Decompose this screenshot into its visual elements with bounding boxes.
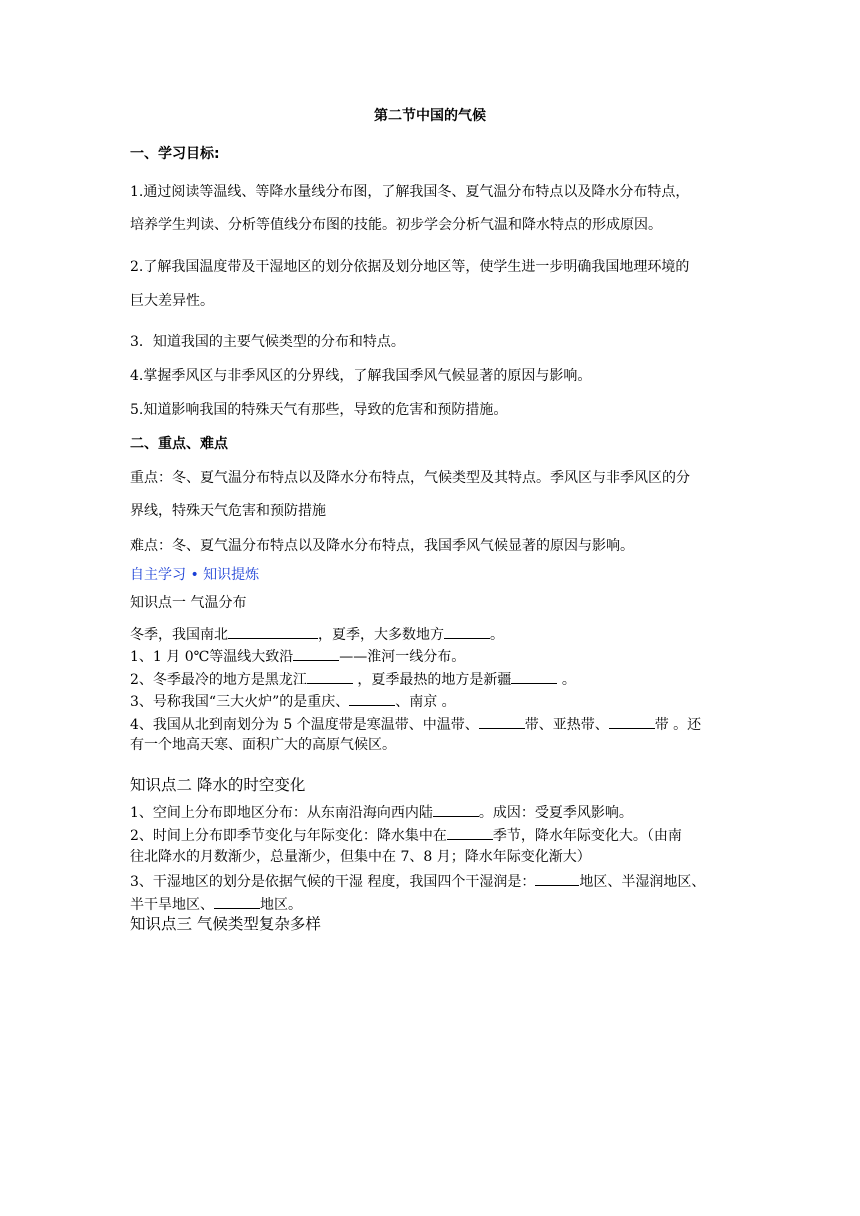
objective-line: 3．知道我国的主要气候类型的分布和特点。 bbox=[130, 334, 405, 350]
answer-blank[interactable] bbox=[349, 691, 395, 706]
objective-line: 4.掌握季风区与非季风区的分界线，了解我国季风气候显著的原因与影响。 bbox=[130, 368, 592, 384]
fill-line: 1、空间上分布即地区分布：从东南沿海向西内陆 。成因：受夏季风影响。 bbox=[130, 802, 633, 822]
fill-line: 1、1 月 0℃等温线大致沿 ——淮河一线分布。 bbox=[130, 646, 465, 666]
answer-blank[interactable] bbox=[214, 894, 260, 909]
answer-blank[interactable] bbox=[433, 802, 479, 817]
section-heading-objectives: 一、学习目标: bbox=[130, 146, 220, 162]
answer-blank[interactable] bbox=[293, 646, 339, 661]
key-points-line: 重点：冬、夏气温分布特点以及降水分布特点，气候类型及其特点。季风区与非季风区的分 bbox=[130, 470, 690, 486]
objective-line: 5.知道影响我国的特殊天气有那些，导致的危害和预防措施。 bbox=[130, 402, 508, 418]
document-title: 第二节中国的气候 bbox=[374, 108, 486, 124]
answer-blank[interactable] bbox=[444, 624, 490, 639]
self-study-heading: 自主学习 • 知识提炼 bbox=[130, 567, 260, 583]
answer-blank[interactable] bbox=[228, 624, 318, 639]
answer-blank[interactable] bbox=[511, 669, 557, 684]
objective-line: 培养学生判读、分析等值线分布图的技能。初步学会分析气温和降水特点的形成原因。 bbox=[130, 217, 662, 233]
difficult-points-line: 难点：冬、夏气温分布特点以及降水分布特点，我国季风气候显著的原因与影响。 bbox=[130, 538, 634, 554]
key-points-line: 界线，特殊天气危害和预防措施 bbox=[130, 503, 326, 519]
fill-line: 半干旱地区、 地区。 bbox=[130, 894, 302, 914]
answer-blank[interactable] bbox=[609, 714, 655, 729]
fill-line: 3、号称我国“三大火炉”的是重庆、 、南京 。 bbox=[130, 691, 456, 711]
knowledge-point-2-title: 知识点二 降水的时空变化 bbox=[130, 776, 306, 794]
fill-line: 3、干湿地区的划分是依据气候的干湿 程度，我国四个干湿润是： 地区、半湿润地区、 bbox=[130, 871, 705, 891]
fill-line: 4、我国从北到南划分为 5 个温度带是寒温带、中温带、 带、亚热带、 带 。还 bbox=[130, 714, 701, 734]
text-line: 往北降水的月数渐少，总量渐少，但集中在 7、8 月；降水年际变化渐大） bbox=[130, 849, 591, 865]
knowledge-point-3-title: 知识点三 气候类型复杂多样 bbox=[130, 915, 321, 933]
answer-blank[interactable] bbox=[479, 714, 525, 729]
text-line: 有一个地高天寒、面积广大的高原气候区。 bbox=[130, 737, 396, 753]
knowledge-point-1-title: 知识点一 气温分布 bbox=[130, 595, 247, 611]
answer-blank[interactable] bbox=[307, 669, 353, 684]
fill-line: 冬季，我国南北 ，夏季，大多数地方 。 bbox=[130, 624, 504, 644]
objective-line: 2.了解我国温度带及干湿地区的划分依据及划分地区等，使学生进一步明确我国地理环境的 bbox=[130, 259, 690, 275]
fill-line: 2、冬季最冷的地方是黑龙江 ，夏季最热的地方是新疆 。 bbox=[130, 669, 576, 689]
section-heading-key-points: 二、重点、难点 bbox=[130, 436, 228, 452]
answer-blank[interactable] bbox=[535, 871, 579, 886]
answer-blank[interactable] bbox=[447, 825, 493, 840]
fill-line: 2、时间上分布即季节变化与年际变化：降水集中在 季节，降水年际变化大。（由南 bbox=[130, 825, 682, 845]
objective-line: 巨大差异性。 bbox=[130, 293, 214, 309]
objective-line: 1.通过阅读等温线、等降水量线分布图，了解我国冬、夏气温分布特点以及降水分布特点， bbox=[130, 184, 690, 200]
